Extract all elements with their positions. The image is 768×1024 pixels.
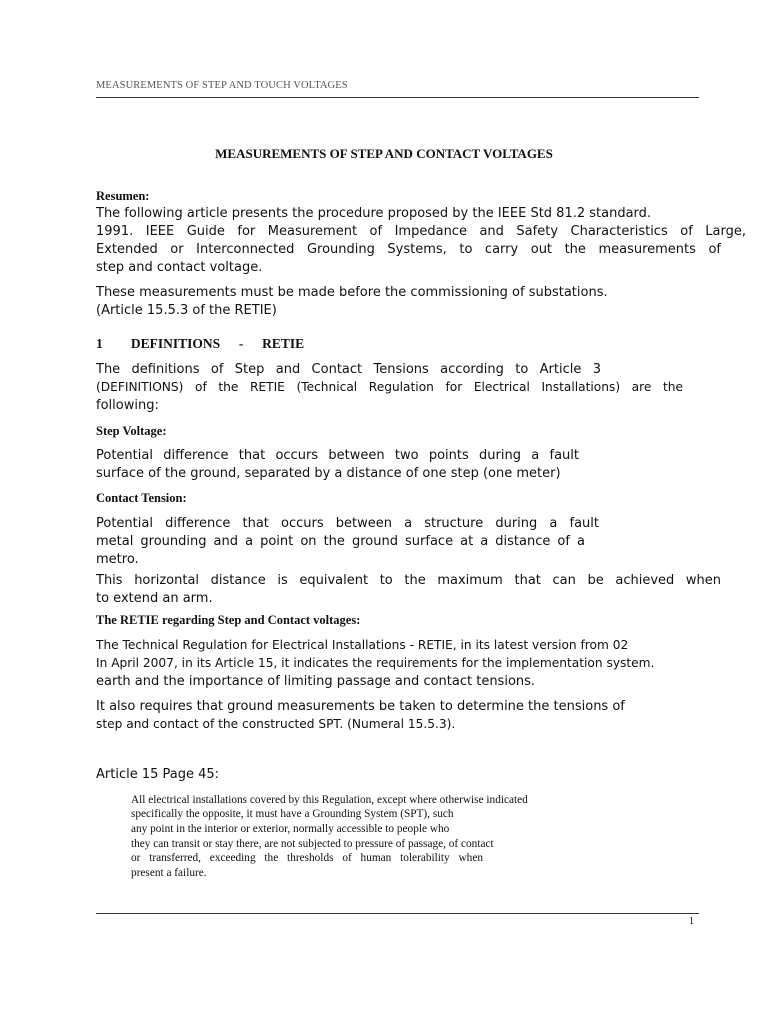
step-voltage-line: Potential difference that occurs between two points during a fault [96,448,579,463]
contact-tension-paragraph: to extend an arm. [96,591,213,606]
contact-tension-line: Potential difference that occurs between a structure during a fault [96,516,599,531]
retie-paragraph: It also requires that ground measurements be taken to determine the tensions of [96,699,625,714]
abstract-line: step and contact voltage. [96,260,263,275]
quote-line: or transferred, exceeding the thresholds of human tolerability when [131,852,483,864]
section-intro-line: following: [96,398,159,413]
quote-line: All electrical installations covered by this Regulation, except where otherwise indicated [131,794,528,806]
quote-line: they can transit or stay there, are not subjected to pressure of passage, of contact [131,838,494,850]
section-heading: 1 DEFINITIONS - RETIE [96,336,305,351]
contact-tension-paragraph: This horizontal distance is equivalent to the maximum that can be achieved when [96,573,721,588]
abstract-line: 1991. IEEE Guide for Measurement of Impedance and Safety Characteristics of Large, [96,224,746,239]
contact-tension-line: metal grounding and a point on the ground surface at a distance of a [96,534,585,549]
step-voltage-line: surface of the ground, separated by a distance of one step (one meter) [96,466,561,481]
abstract-line: Extended or Interconnected Grounding Systems, to carry out the measurements of [96,242,721,257]
contact-tension-line: metro. [96,552,139,567]
section-intro-line: (DEFINITIONS) of the RETIE (Technical Regulation for Electrical Installations) are the [96,380,683,394]
retie-paragraph: In April 2007, in its Article 15, it indicates the requirements for the implementation system. [96,656,655,670]
quote-line: any point in the interior or exterior, normally accessible to people who [131,823,450,835]
page-number: 1 [689,916,694,927]
retie-paragraph: earth and the importance of limiting passage and contact tensions. [96,674,536,689]
abstract-paragraph: These measurements must be made before the commissioning of substations. [96,285,608,300]
retie-paragraph: The Technical Regulation for Electrical Installations - RETIE, in its latest version from 02 [96,638,629,652]
section-intro-line: The definitions of Step and Contact Tensions according to Article 3 [96,362,601,377]
retie-paragraph: step and contact of the constructed SPT. (Numeral 15.5.3). [96,717,456,731]
contact-tension-label: Contact Tension: [96,491,187,505]
quote-line: specifically the opposite, it must have a Grounding System (SPT), such [131,808,454,820]
running-header: MEASUREMENTS OF STEP AND TOUCH VOLTAGES [96,80,348,91]
document-title: MEASUREMENTS OF STEP AND CONTACT VOLTAGES [215,146,553,161]
abstract-line: The following article presents the procedure proposed by the IEEE Std 81.2 standard. [96,206,652,221]
abstract-label: Resumen: [96,189,150,203]
quote-line: present a failure. [131,867,207,879]
step-voltage-label: Step Voltage: [96,424,167,438]
header-rule [96,97,699,98]
footer-rule [96,913,699,914]
article-reference: Article 15 Page 45: [96,767,220,782]
abstract-paragraph: (Article 15.5.3 of the RETIE) [96,303,277,318]
retie-section-label: The RETIE regarding Step and Contact voltages: [96,613,361,627]
